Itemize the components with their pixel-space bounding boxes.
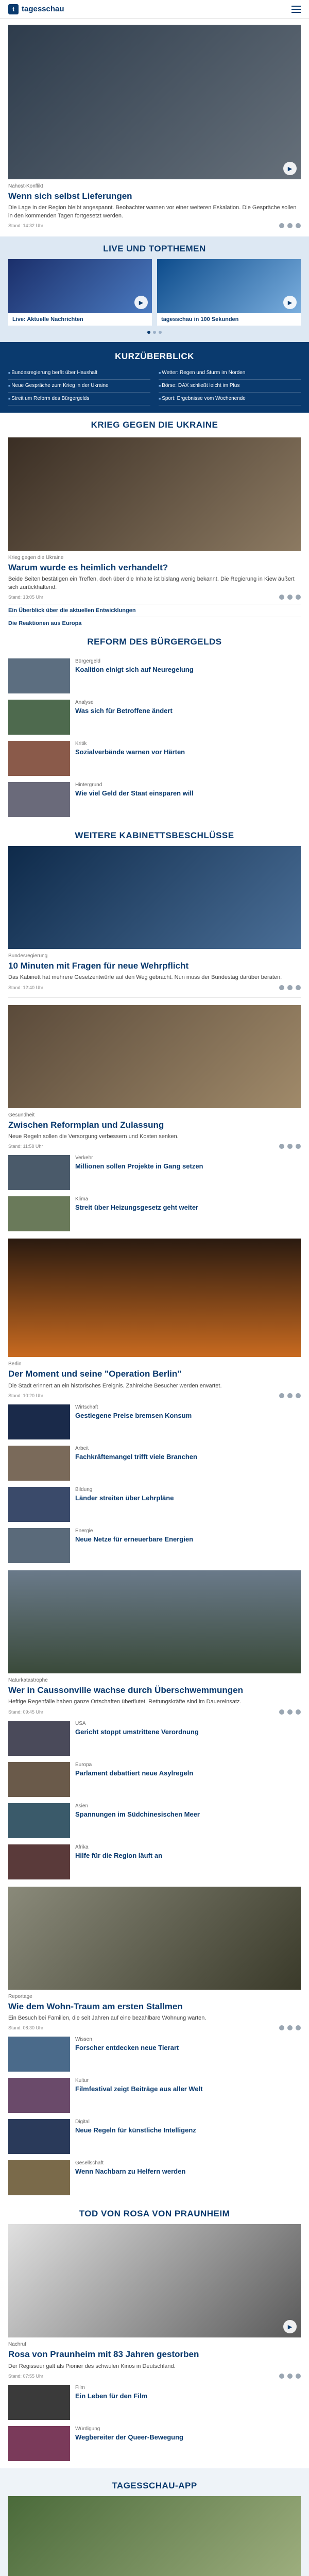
ukraine-teaser: Beide Seiten bestätigen ein Treffen, doch über die Inhalte ist bislang wenig bekannt. Die Regierung in Kiew äußert sich zurückhaltend. (8, 576, 295, 590)
hero-kicker: Nahost-Konflikt (8, 183, 43, 189)
item-kicker: Film (75, 2384, 85, 2391)
berlin-meta (8, 1393, 301, 1398)
hero (0, 19, 309, 228)
brief-list-right (159, 367, 301, 405)
obituary-kicker: Nachruf (8, 2342, 27, 2348)
brief-section (0, 342, 309, 413)
ukraine-image[interactable] (8, 437, 301, 551)
item-headline[interactable]: Wegbereiter der Queer-Bewegung (75, 2433, 183, 2441)
brief-item[interactable]: ■ Börse: DAX schließt leicht im Plus (159, 380, 301, 393)
brief-list-left (8, 367, 150, 405)
share-icons[interactable] (279, 2025, 301, 2030)
item-headline[interactable]: Wenn Nachbarn zu Helfern werden (75, 2167, 186, 2176)
cabinet-title: WEITERE KABINETTSBESCHLÜSSE (75, 831, 234, 841)
obituary-timestamp: Stand: 07:55 Uhr (8, 2373, 44, 2379)
menu-icon[interactable] (291, 6, 301, 13)
list-item[interactable] (8, 1196, 301, 1231)
list-item[interactable] (8, 1155, 301, 1190)
ukraine-timestamp: Stand: 13:05 Uhr (8, 595, 44, 600)
report-meta (8, 2025, 301, 2030)
hero-headline[interactable]: Wenn sich selbst Lieferungen (8, 191, 132, 201)
item-headline[interactable]: Gericht stoppt umstrittene Verordnung (75, 1727, 199, 1736)
ukraine-links (8, 604, 301, 630)
item-kicker: Kultur (75, 2078, 89, 2084)
obituary-title: TOD VON ROSA VON PRAUNHEIM (79, 2209, 230, 2219)
item-headline[interactable]: Streit über Heizungsgesetz geht weiter (75, 1204, 199, 1212)
share-icons[interactable] (279, 223, 301, 228)
item-headline[interactable]: Filmfestival zeigt Beiträge aus aller Welt (75, 2085, 203, 2093)
cabinet-meta (8, 985, 301, 990)
play-icon[interactable]: ▶ (283, 162, 297, 175)
world-headline[interactable]: Wer in Caussonville wachse durch Überschwemmungen (8, 1685, 243, 1695)
cabinet-image[interactable] (8, 846, 301, 949)
item-headline[interactable]: Forscher entdecken neue Tierart (75, 2044, 179, 2052)
cabinet-second-image[interactable] (8, 1005, 301, 1108)
share-icons[interactable] (279, 985, 301, 990)
world-timestamp: Stand: 09:45 Uhr (8, 1709, 44, 1715)
live-card[interactable] (157, 259, 301, 326)
item-headline[interactable]: Neue Regeln für künstliche Intelligenz (75, 2126, 196, 2134)
live-section (0, 236, 309, 342)
play-icon[interactable]: ▶ (283, 296, 297, 309)
item-headline[interactable]: Was sich für Betroffene ändert (75, 707, 173, 715)
item-kicker: Wirtschaft (75, 1404, 98, 1410)
item-kicker: Bürgergeld (75, 658, 100, 665)
item-headline[interactable]: Spannungen im Südchinesischen Meer (75, 1810, 200, 1818)
ukraine-headline[interactable]: Warum wurde es heimlich verhandelt? (8, 563, 168, 573)
brief-item[interactable]: ■ Streit um Reform des Bürgergelds (8, 393, 150, 405)
hero-image[interactable] (8, 25, 301, 179)
share-icons[interactable] (279, 1393, 301, 1398)
item-kicker: Afrika (75, 1844, 89, 1850)
ukraine-kicker: Krieg gegen die Ukraine (8, 555, 64, 561)
item-kicker: Klima (75, 1196, 89, 1202)
share-icons[interactable] (279, 2374, 301, 2379)
brief-item[interactable]: ■ Neue Gespräche zum Krieg in der Ukraine (8, 380, 150, 393)
item-kicker: Gesellschaft (75, 2160, 104, 2166)
share-icons[interactable] (279, 1709, 301, 1715)
item-headline[interactable]: Wie viel Geld der Staat einsparen will (75, 789, 194, 798)
list-item[interactable] (8, 1844, 301, 1879)
brief-title: KURZÜBERBLICK (115, 351, 194, 362)
play-icon[interactable]: ▶ (283, 2320, 297, 2333)
cabinet-second-headline[interactable]: Zwischen Reformplan und Zulassung (8, 1120, 164, 1130)
item-kicker: Wissen (75, 2037, 92, 2043)
list-item[interactable] (8, 1446, 301, 1481)
list-item[interactable] (8, 1721, 301, 1756)
item-kicker: Hintergrund (75, 782, 102, 788)
list-item[interactable] (8, 1404, 301, 1439)
world-image[interactable] (8, 1570, 301, 1673)
report-teaser: Ein Besuch bei Familien, die seit Jahren auf eine bezahlbare Wohnung warten. (8, 2014, 207, 2021)
cabinet-teaser: Das Kabinett hat mehrere Gesetzentwürfe auf den Weg gebracht. Nun muss der Bundestag darüber beraten. (8, 974, 282, 981)
item-headline[interactable]: Sozialverbände warnen vor Härten (75, 748, 185, 756)
list-item[interactable] (8, 2078, 301, 2113)
item-headline[interactable]: Ein Leben für den Film (75, 2392, 148, 2400)
list-item[interactable] (8, 1487, 301, 1522)
app-title: TAGESSCHAU-APP (112, 2480, 197, 2490)
list-item[interactable] (8, 700, 301, 735)
list-item[interactable] (8, 2037, 301, 2072)
berlin-section (0, 1239, 309, 1563)
logo-icon[interactable]: t (8, 4, 19, 14)
report-kicker: Reportage (8, 1993, 32, 1999)
brief-item[interactable]: ■ Bundesregierung berät über Haushalt (8, 367, 150, 380)
world-kicker: Naturkatastrophe (8, 1677, 48, 1683)
obituary-teaser: Der Regisseur galt als Pionier des schwulen Kinos in Deutschland. (8, 2363, 176, 2369)
item-headline[interactable]: Fachkräftemangel trifft viele Branchen (75, 1452, 197, 1461)
ukraine-meta (8, 595, 301, 600)
item-headline[interactable]: Parlament debattiert neue Asylregeln (75, 1769, 194, 1777)
list-item[interactable] (8, 2160, 301, 2195)
site-header (0, 0, 309, 19)
item-kicker: Europa (75, 1761, 92, 1768)
list-item[interactable] (8, 2426, 301, 2461)
ukraine-link[interactable]: Ein Überblick über die aktuellen Entwicklungen (8, 604, 301, 617)
list-item[interactable] (8, 782, 301, 817)
live-card-caption: Live: Aktuelle Nachrichten (12, 316, 83, 323)
cabinet-second-meta (8, 1144, 301, 1149)
item-headline[interactable]: Gestiegene Preise bremsen Konsum (75, 1411, 192, 1419)
list-item[interactable] (8, 2119, 301, 2154)
cabinet-second-kicker: Gesundheit (8, 1112, 35, 1118)
cabinet-second-timestamp: Stand: 11:58 Uhr (8, 1144, 43, 1149)
cabinet-headline[interactable]: 10 Minuten mit Fragen für neue Wehrpflicht (8, 961, 189, 971)
cabinet-timestamp: Stand: 12:40 Uhr (8, 985, 44, 990)
cabinet-section (0, 823, 309, 1231)
share-icons[interactable] (279, 1144, 301, 1149)
berlin-image[interactable] (8, 1239, 301, 1357)
item-kicker: Würdigung (75, 2426, 100, 2432)
cabinet-kicker: Bundesregierung (8, 953, 48, 959)
item-kicker: Bildung (75, 1486, 93, 1493)
list-item[interactable] (8, 1528, 301, 1563)
item-headline[interactable]: Hilfe für die Region läuft an (75, 1851, 163, 1859)
list-item[interactable] (8, 658, 301, 693)
play-icon[interactable]: ▶ (134, 296, 148, 309)
carousel-dots[interactable] (0, 331, 309, 334)
berlin-teaser: Die Stadt erinnert an ein historisches Ereignis. Zahlreiche Besucher werden erwartet. (8, 1382, 222, 1389)
item-kicker: Kritik (75, 741, 87, 747)
item-kicker: Energie (75, 1528, 93, 1534)
obituary-meta (8, 2374, 301, 2379)
reform-title: REFORM DES BÜRGERGELDS (87, 637, 222, 647)
cabinet-second-teaser: Neue Regeln sollen die Versorgung verbessern und Kosten senken. (8, 1133, 179, 1140)
world-meta (8, 1709, 301, 1715)
item-kicker: Analyse (75, 700, 94, 706)
reform-section (0, 630, 309, 817)
item-headline[interactable]: Länder streiten über Lehrpläne (75, 1494, 174, 1502)
logo-text[interactable]: tagesschau (22, 5, 64, 13)
live-card[interactable] (8, 259, 152, 326)
live-card-caption: tagesschau in 100 Sekunden (161, 316, 239, 323)
obituary-headline[interactable]: Rosa von Praunheim mit 83 Jahren gestorben (8, 2349, 199, 2360)
hero-teaser: Die Lage in der Region bleibt angespannt. Beobachter warnen vor einer weiteren Eskalation. Die Gespräche sollen in den kommenden Tagen fortgesetzt werden. (8, 205, 297, 219)
live-title: LIVE UND TOPTHEMEN (103, 244, 206, 254)
world-teaser: Heftige Regenfälle haben ganze Ortschaften überflutet. Rettungskräfte sind im Dauereinsatz. (8, 1699, 242, 1705)
report-image[interactable] (8, 1887, 301, 1990)
ukraine-link[interactable]: Die Reaktionen aus Europa (8, 617, 301, 630)
obituary-image[interactable] (8, 2224, 301, 2337)
obituary-section (0, 2201, 309, 2461)
report-timestamp: Stand: 08:30 Uhr (8, 2025, 44, 2031)
share-icons[interactable] (279, 595, 301, 600)
ukraine-section (0, 413, 309, 630)
ukraine-title: KRIEG GEGEN DIE UKRAINE (91, 420, 218, 430)
item-kicker: Asien (75, 1803, 89, 1809)
list-item[interactable] (8, 741, 301, 776)
item-headline[interactable]: Millionen sollen Projekte in Gang setzen (75, 1162, 203, 1171)
berlin-timestamp: Stand: 10:20 Uhr (8, 1393, 44, 1398)
app-image[interactable] (8, 2496, 301, 2576)
hero-timestamp: Stand: 14:32 Uhr (8, 223, 44, 229)
berlin-headline[interactable]: Der Moment und seine "Operation Berlin" (8, 1369, 182, 1379)
list-item[interactable] (8, 2385, 301, 2420)
item-kicker: Digital (75, 2119, 90, 2125)
world-section (0, 1570, 309, 1879)
item-headline[interactable]: Neue Netze für erneuerbare Energien (75, 1535, 194, 1543)
report-headline[interactable]: Wie dem Wohn-Traum am ersten Stallmen (8, 2001, 183, 2011)
list-item[interactable] (8, 1762, 301, 1797)
berlin-kicker: Berlin (8, 1361, 22, 1367)
item-kicker: Arbeit (75, 1445, 89, 1451)
list-item[interactable] (8, 1803, 301, 1838)
app-section (0, 2468, 309, 2576)
item-headline[interactable]: Koalition einigt sich auf Neuregelung (75, 666, 194, 674)
brief-item[interactable]: ■ Wetter: Regen und Sturm im Norden (159, 367, 301, 380)
hero-meta (8, 223, 301, 228)
item-kicker: Verkehr (75, 1155, 93, 1161)
item-kicker: USA (75, 1720, 86, 1726)
brief-item[interactable]: ■ Sport: Ergebnisse vom Wochenende (159, 393, 301, 405)
report-section (0, 1887, 309, 2196)
